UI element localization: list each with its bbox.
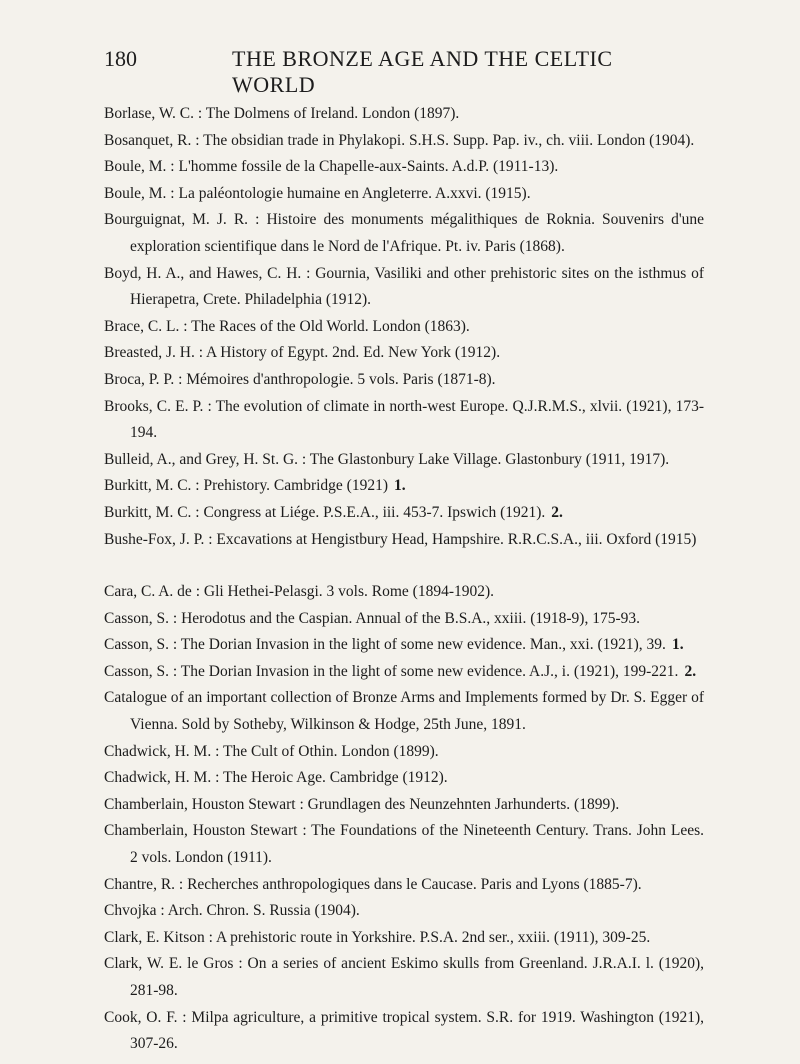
reference-entry: Casson, S. : The Dorian Invasion in the light of some new evidence. Man., xxi. (1921), 39. 1. bbox=[104, 636, 684, 654]
reference-entry: Brooks, C. E. P. : The evolution of climate in north-west Europe. Q.J.R.M.S., xlvii. (1921), 173-194. bbox=[104, 397, 704, 442]
reference-entry: Broca, P. P. : Mémoires d'anthropologie. 5 vols. Paris (1871-8). bbox=[104, 370, 496, 388]
reference-entry: Breasted, J. H. : A History of Egypt. 2nd. Ed. New York (1912). bbox=[104, 344, 501, 362]
page-number: 180 bbox=[104, 46, 137, 71]
running-title: THE BRONZE AGE AND THE CELTIC WORLD bbox=[232, 46, 613, 97]
reference-entry: Burkitt, M. C. : Congress at Liége. P.S.E.A., iii. 453-7. Ipswich (1921). 2. bbox=[104, 503, 563, 521]
reference-entry: Cook, O. F. : Milpa agriculture, a primitive tropical system. S.R. for 1919. Washington (1921), 307-26. bbox=[104, 1008, 704, 1053]
reference-entry: Clark, E. Kitson : A prehistoric route in Yorkshire. P.S.A. 2nd ser., xxiii. (1911), 309-25. bbox=[104, 928, 651, 946]
reference-entry: Brace, C. L. : The Races of the Old World. London (1863). bbox=[104, 317, 470, 335]
entry-number-mark: 2. bbox=[551, 503, 563, 521]
reference-entry: Chadwick, H. M. : The Cult of Othin. London (1899). bbox=[104, 742, 439, 760]
reference-entry: Cara, C. A. de : Gli Hethei-Pelasgi. 3 vols. Rome (1894-1902). bbox=[104, 583, 495, 601]
entry-number-mark: 1. bbox=[671, 636, 684, 654]
entry-number-mark: 1. bbox=[394, 477, 406, 495]
reference-entry: Chantre, R. : Recherches anthropologiques dans le Caucase. Paris and Lyons (1885-7). bbox=[104, 875, 642, 893]
reference-entry: Bulleid, A., and Grey, H. St. G. : The Glastonbury Lake Village. Glastonbury (1911, 1917). bbox=[104, 450, 670, 468]
section-gap bbox=[104, 553, 704, 579]
bibliography-list bbox=[104, 101, 704, 1058]
reference-entry: Clark, W. E. le Gros : On a series of ancient Eskimo skulls from Greenland. J.R.A.I. l. (1920), 281-98. bbox=[104, 955, 704, 999]
reference-entry: Chamberlain, Houston Stewart : The Foundations of the Nineteenth Century. Trans. John Lees. 2 vols. London (1911). bbox=[104, 822, 704, 867]
reference-entry: Chvojka : Arch. Chron. S. Russia (1904). bbox=[104, 902, 360, 920]
reference-entry: Boyd, H. A., and Hawes, C. H. : Gournia, Vasiliki and other prehistoric sites on the isthmus of Hierapetra, Crete. Philadelphia (1912). bbox=[104, 264, 704, 309]
reference-entry: Casson, S. : Herodotus and the Caspian. Annual of the B.S.A., xxiii. (1918-9), 175-93. bbox=[104, 609, 640, 627]
reference-entry: Bourguignat, M. J. R. : Histoire des monuments mégalithiques de Roknia. Souvenirs d'une exploration scientifique dans le Nord de l'Afrique. Pt. iv. Paris (1868). bbox=[104, 211, 704, 255]
reference-entry: Bushe-Fox, J. P. : Excavations at Hengistbury Head, Hampshire. R.R.C.S.A., iii. Oxford (1915) bbox=[104, 530, 697, 548]
entry-number-mark: 2. bbox=[684, 662, 697, 680]
page-header bbox=[104, 46, 696, 97]
reference-entry: Boule, M. : L'homme fossile de la Chapelle-aux-Saints. A.d.P. (1911-13). bbox=[104, 158, 559, 176]
reference-entry: Casson, S. : The Dorian Invasion in the light of some new evidence. A.J., i. (1921), 199-221. 2. bbox=[104, 662, 697, 680]
reference-entry: Burkitt, M. C. : Prehistory. Cambridge (1921) 1. bbox=[104, 477, 406, 495]
reference-entry: Chamberlain, Houston Stewart : Grundlagen des Neunzehnten Jarhunderts. (1899). bbox=[104, 795, 620, 813]
reference-entry: Catalogue of an important collection of Bronze Arms and Implements formed by Dr. S. Egger of Vienna. Sold by Sotheby, Wilkinson & Hodge, 25th June, 1891. bbox=[104, 689, 704, 734]
reference-entry: Boule, M. : La paléontologie humaine en Angleterre. A.xxvi. (1915). bbox=[104, 184, 531, 202]
reference-entry: Bosanquet, R. : The obsidian trade in Phylakopi. S.H.S. Supp. Pap. iv., ch. viii. London (1904). bbox=[104, 131, 695, 149]
reference-entry: Chadwick, H. M. : The Heroic Age. Cambridge (1912). bbox=[104, 769, 448, 787]
reference-entry: Borlase, W. C. : The Dolmens of Ireland. London (1897). bbox=[104, 105, 460, 122]
